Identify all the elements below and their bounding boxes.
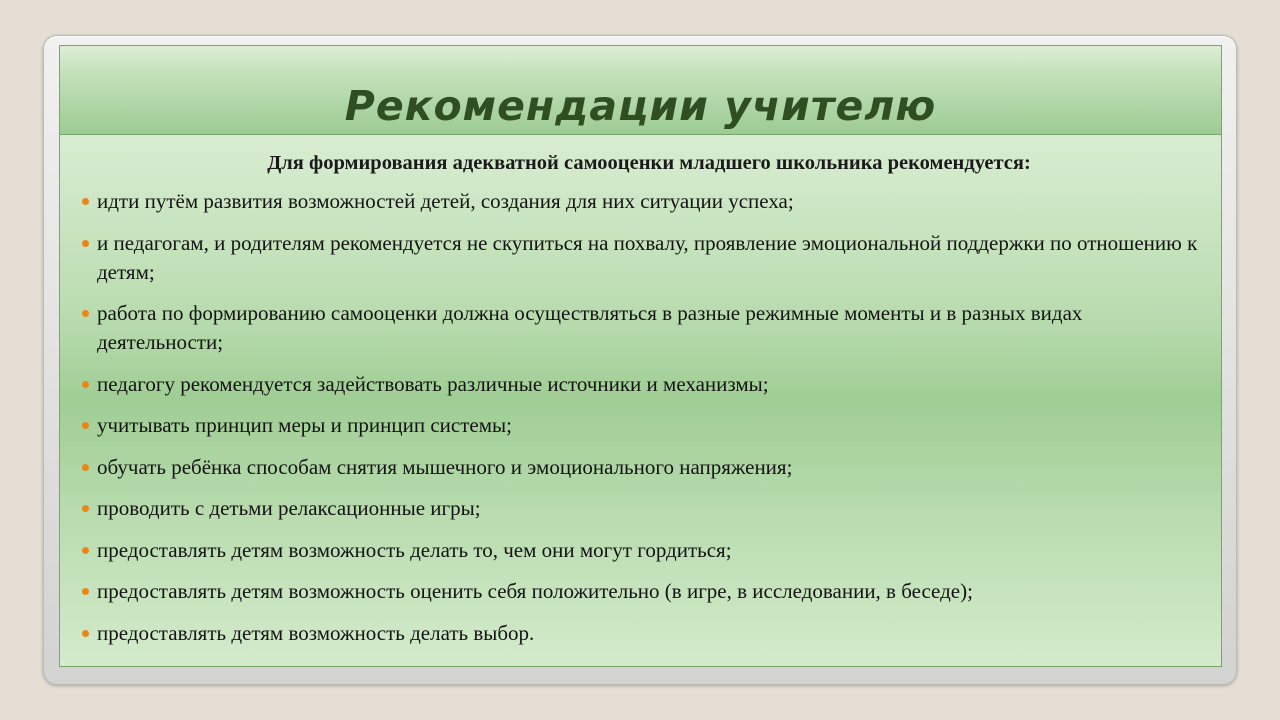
bullet-list [82,187,1204,660]
bullet-item: проводить с детьми релаксационные игры; [82,494,1204,523]
bullet-item: учитывать принцип меры и принцип системы; [82,411,1204,440]
bullet-item: и педагогам, и родителям рекомендуется не скупиться на похвалу, проявление эмоциональной поддержки по отношению к детям; [82,229,1204,287]
bullet-item: идти путём развития возможностей детей, создания для них ситуации успеха; [82,187,1204,216]
bullet-item: работа по формированию самооценки должна осуществляться в разные режимные моменты и в разных видах деятельности; [82,299,1204,357]
bullet-item: предоставлять детям возможность делать то, чем они могут гордиться; [82,536,1204,565]
slide-title: Рекомендации учителю [344,82,937,130]
slide-subtitle: Для формирования адекватной самооценки младшего школьника рекомендуется: [267,152,1031,174]
bullet-item: обучать ребёнка способам снятия мышечного и эмоционального напряжения; [82,453,1204,482]
bullet-item: предоставлять детям возможность делать выбор. [82,619,1204,648]
bullet-item: предоставлять детям возможность оценить себя положительно (в игре, в исследовании, в беседе); [82,577,1204,606]
bullet-item: педагогу рекомендуется задействовать различные источники и механизмы; [82,370,1204,399]
